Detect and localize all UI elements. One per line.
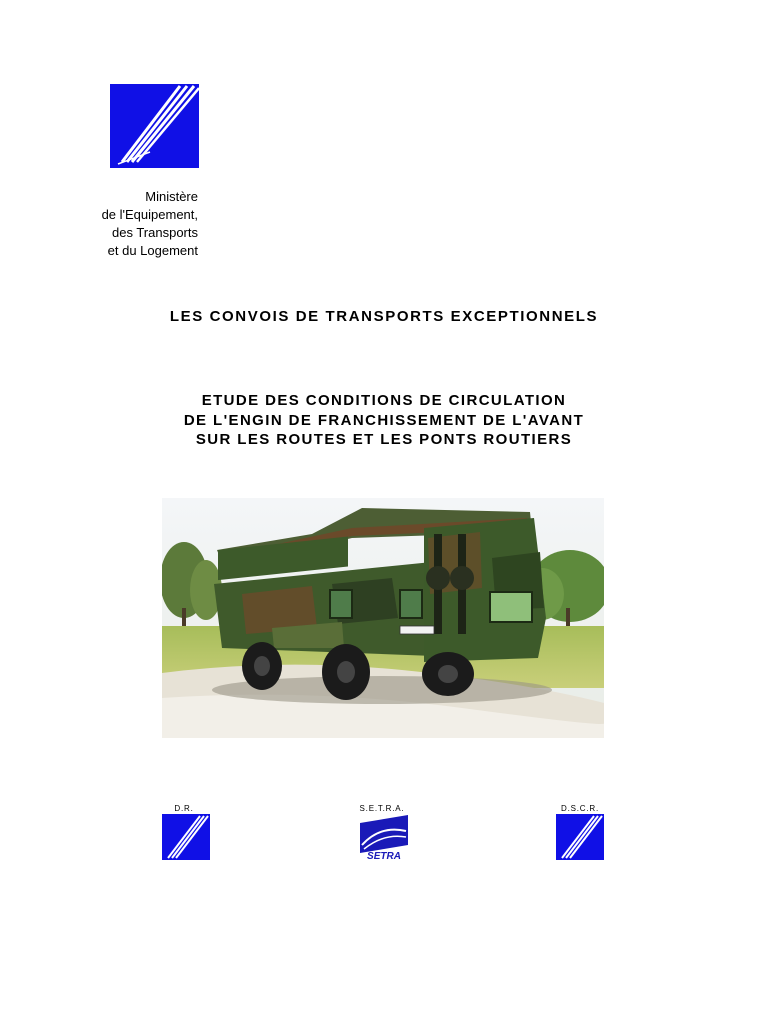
org-label-dr: D.R. (174, 804, 194, 813)
ministry-line-4: et du Logement (107, 243, 198, 258)
subtitle-line-3: SUR LES ROUTES ET LES PONTS ROUTIERS (195, 431, 573, 448)
ministry-logo-icon (110, 84, 199, 168)
vehicle-photo (162, 498, 604, 738)
ministry-line-3: des Transports (112, 225, 198, 240)
org-label-dscr: D.S.C.R. (561, 804, 599, 813)
setra-logo-icon (360, 815, 408, 861)
setra-wordmark: SETRA (367, 851, 401, 861)
ministry-logo-icon (556, 814, 604, 860)
ministry-line-2: de l'Equipement, (101, 207, 198, 222)
ministry-line-1: Ministère (145, 189, 198, 204)
document-title: LES CONVOIS DE TRANSPORTS EXCEPTIONNELS (169, 308, 599, 325)
ministry-logo-icon (162, 814, 210, 860)
org-label-setra: S.E.T.R.A. (359, 804, 405, 813)
subtitle-line-1: ETUDE DES CONDITIONS DE CIRCULATION (201, 392, 567, 409)
document-subtitle (0, 391, 768, 450)
subtitle-line-2: DE L'ENGIN DE FRANCHISSEMENT DE L'AVANT (183, 411, 585, 429)
ministry-name (40, 188, 198, 260)
